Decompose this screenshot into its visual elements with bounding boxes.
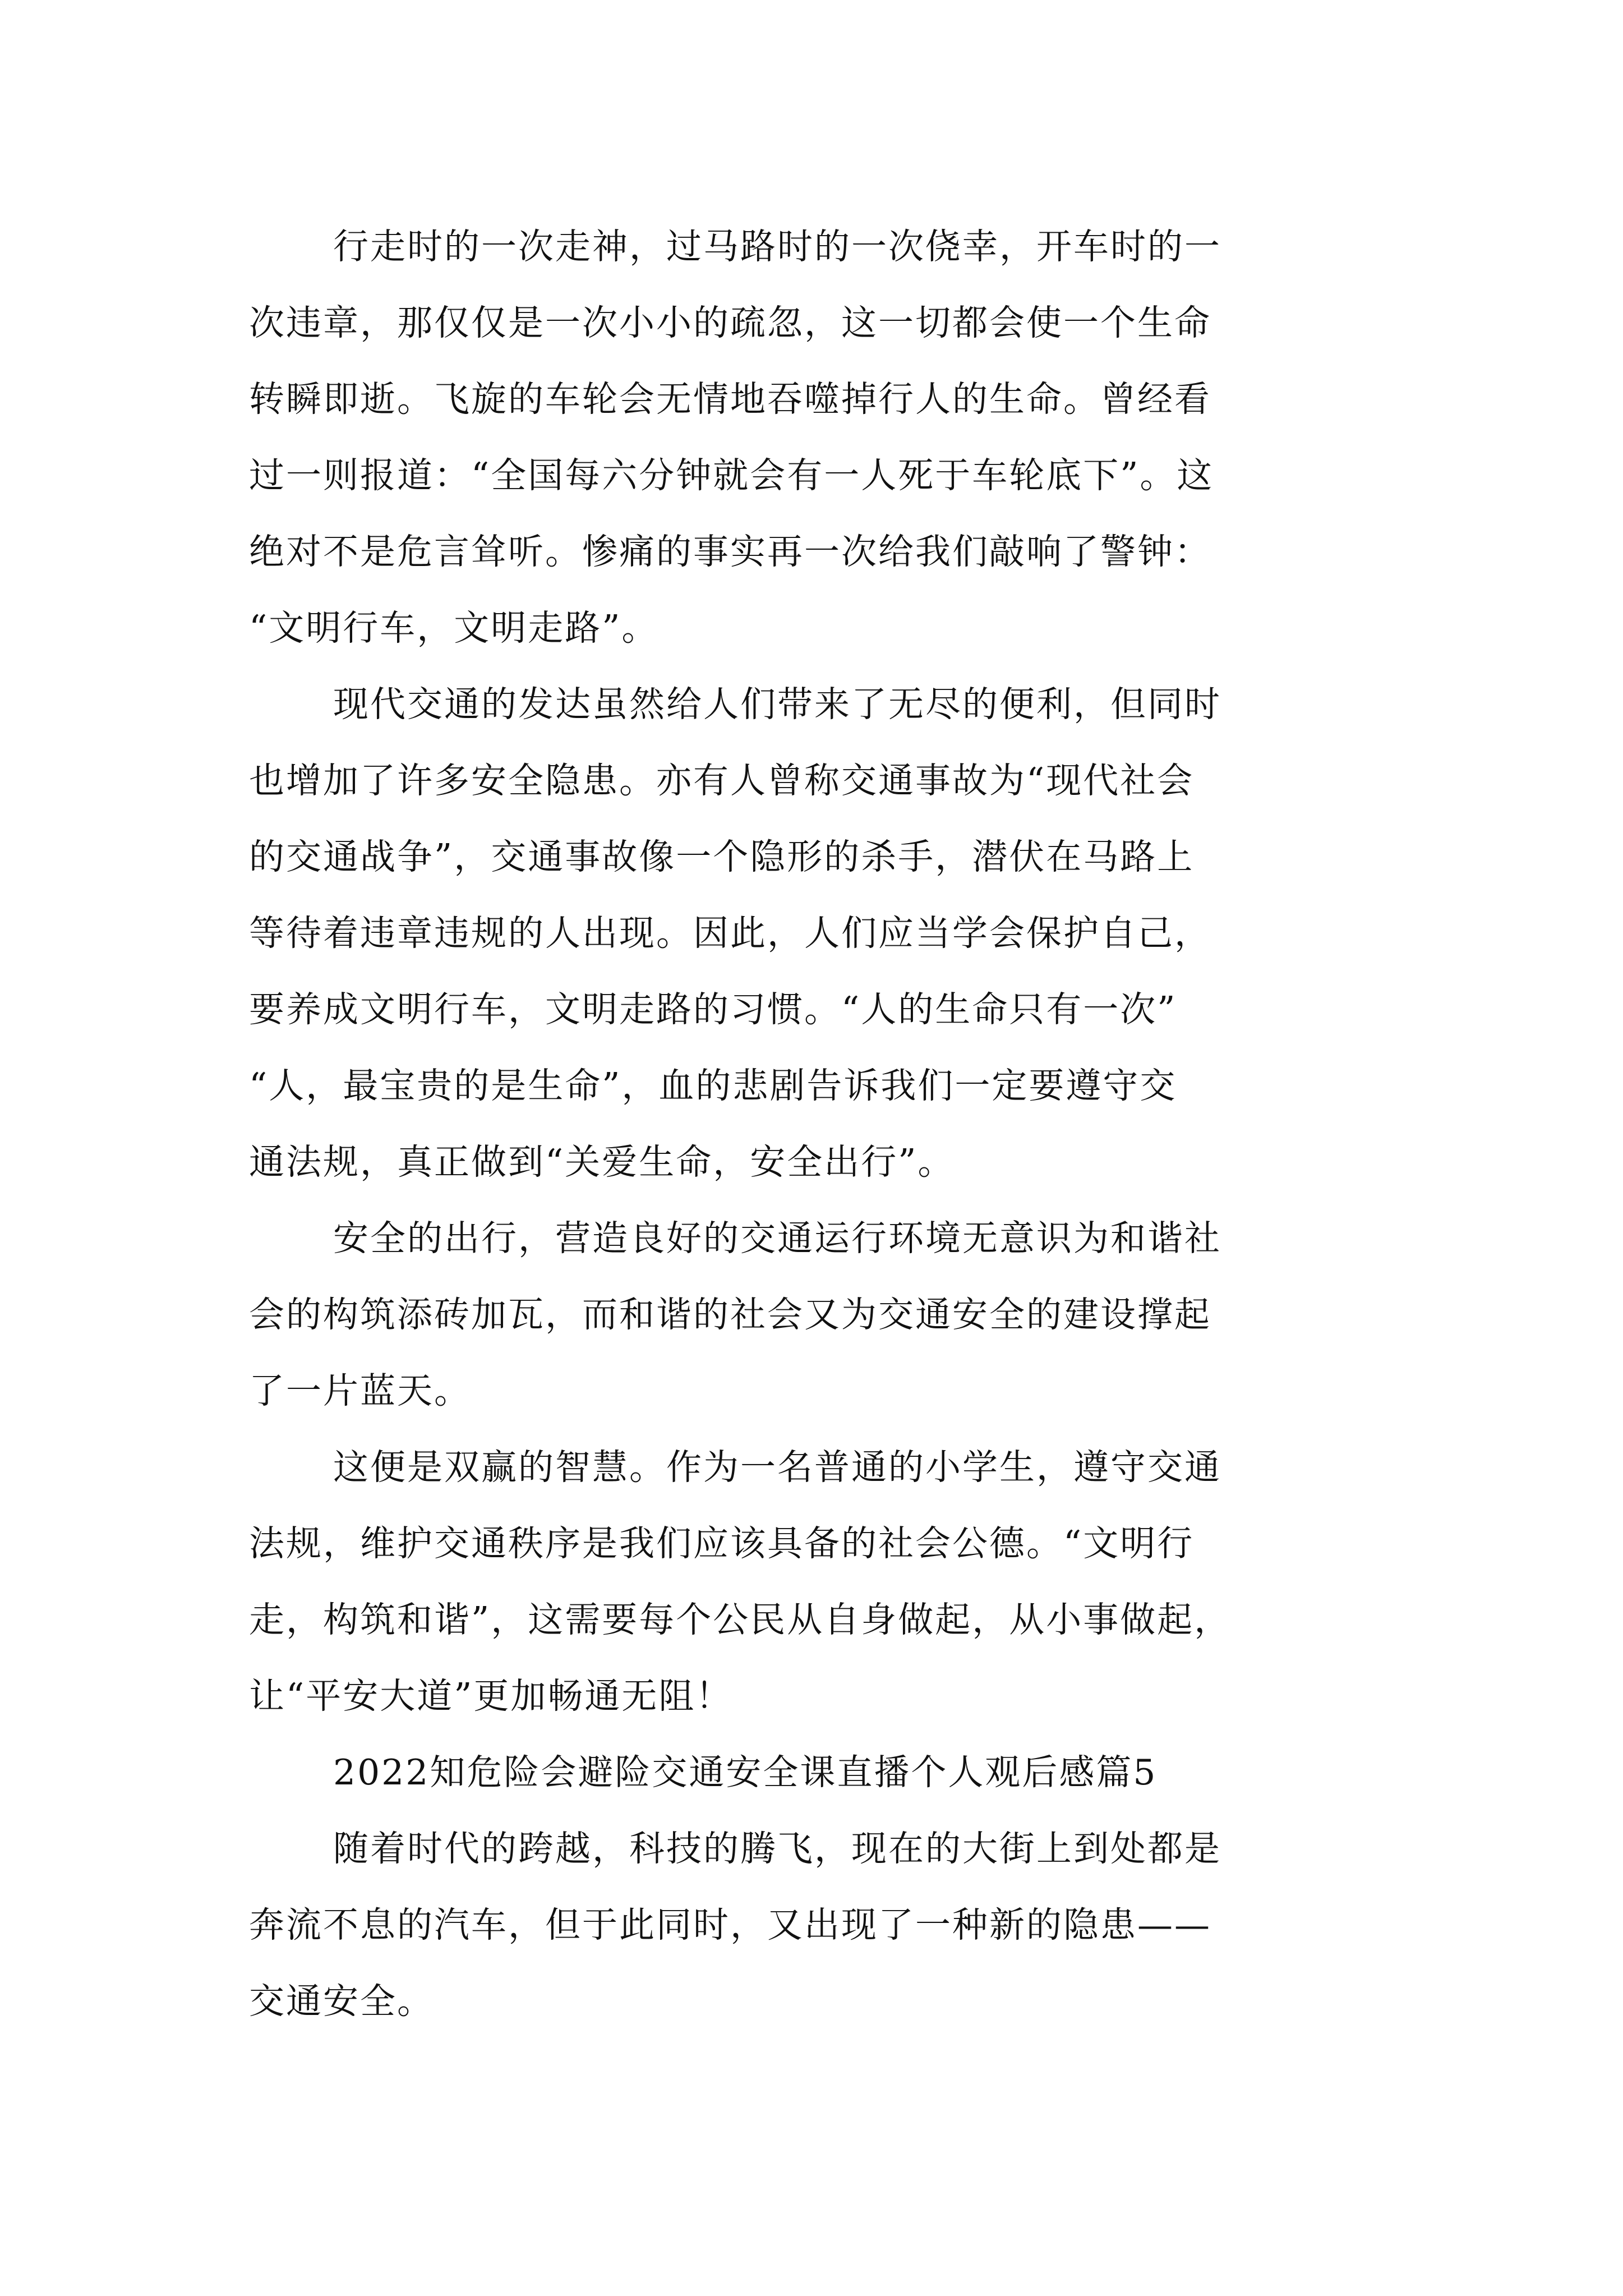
paragraph (249, 1429, 1390, 1734)
paragraph-first-line: 安全的出行，营造良好的交通运行环境无意识为和谐社 (333, 1218, 1221, 1259)
paragraph-first-line: 随着时代的跨越，科技的腾飞，现在的大街上到处都是 (333, 1828, 1221, 1869)
document-body (249, 209, 1390, 2040)
paragraph (249, 1200, 1390, 1429)
text-line: 法规，维护交通秩序是我们应该具备的社会公德。“文明行 (249, 1523, 1195, 1564)
text-line: “文明行车，文明走路”。 (249, 608, 659, 648)
text-line: 转瞬即逝。飞旋的车轮会无情地吞噬掉行人的生命。曾经看 (249, 379, 1211, 420)
paragraph (249, 209, 1390, 666)
paragraph-first-line: 现代交通的发达虽然给人们带来了无尽的便利，但同时 (333, 684, 1221, 725)
text-line: 等待着违章违规的人出现。因此，人们应当学会保护自己， (249, 913, 1211, 954)
paragraph (249, 666, 1390, 1200)
text-line: 奔流不息的汽车，但于此同时，又出现了一种新的隐患—— (249, 1904, 1211, 1945)
text-line: 的交通战争”，交通事故像一个隐形的杀手，潜伏在马路上 (249, 836, 1195, 877)
text-line: 过一则报道：“全国每六分钟就会有一人死于车轮底下”。这 (249, 455, 1214, 496)
text-line: 会的构筑添砖加瓦，而和谐的社会又为交通安全的建设撑起 (249, 1294, 1211, 1335)
text-line: 次违章，那仅仅是一次小小的疏忽，这一切都会使一个生命 (249, 302, 1211, 343)
paragraph-first-line: 这便是双赢的智慧。作为一名普通的小学生，遵守交通 (333, 1447, 1221, 1488)
paragraph-first-line: 2022知危险会避险交通安全课直播个人观后感篇5 (333, 1752, 1158, 1793)
text-line: 了一片蓝天。 (249, 1370, 471, 1411)
paragraph (249, 1734, 1390, 1811)
text-line: 绝对不是危言耸听。惨痛的事实再一次给我们敲响了警钟： (249, 531, 1211, 572)
paragraph (249, 1811, 1390, 2040)
text-line: 让“平安大道”更加畅通无阻！ (249, 1676, 733, 1717)
text-line: 走，构筑和谐”，这需要每个公民从自身做起，从小事做起， (249, 1599, 1232, 1640)
text-line: “人，最宝贵的是生命”，血的悲剧告诉我们一定要遵守交 (249, 1065, 1177, 1106)
text-line: 要养成文明行车，文明走路的习惯。“人的生命只有一次” (249, 989, 1177, 1030)
text-line: 通法规，真正做到“关爱生命，安全出行”。 (249, 1142, 955, 1182)
text-line: 交通安全。 (249, 1981, 434, 2022)
paragraph-first-line: 行走时的一次走神，过马路时的一次侥幸，开车时的一 (333, 226, 1221, 267)
text-line: 也增加了许多安全隐患。亦有人曾称交通事故为“现代社会 (249, 760, 1195, 801)
